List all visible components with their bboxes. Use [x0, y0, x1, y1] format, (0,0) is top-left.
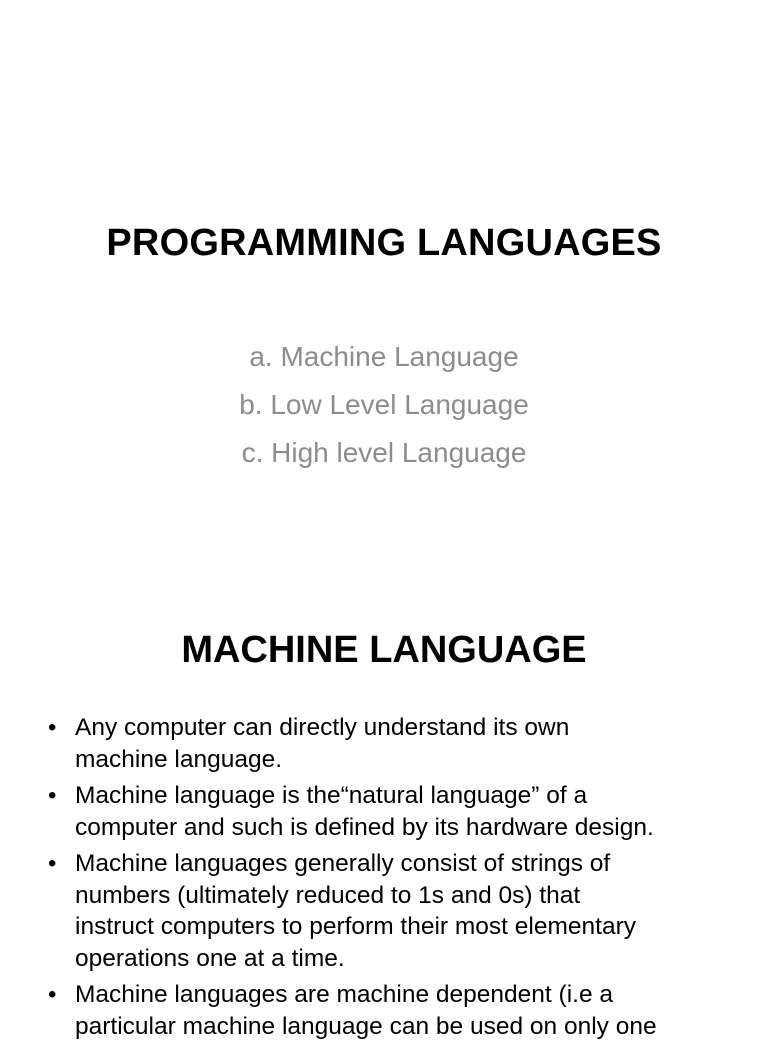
subtitle-item-high-level-language: c. High level Language: [241, 437, 527, 468]
bullet-text-line: particular machine language can be used on only one: [75, 1012, 657, 1040]
bullet-text-line: Any computer can directly understand its own: [75, 714, 570, 741]
bullet-marker: •: [48, 981, 57, 1008]
bullet-marker: •: [48, 782, 57, 809]
slide-title: PROGRAMMING LANGUAGES: [106, 222, 662, 264]
subtitle-item-machine-language: a. Machine Language: [249, 341, 519, 372]
bullet-text-line: numbers (ultimately reduced to 1s and 0s) that: [75, 881, 581, 909]
bullet-text-line: operations one at a time.: [75, 944, 345, 972]
subtitle-list: [0, 333, 768, 477]
bullet-text-line: machine language.: [75, 745, 283, 773]
bullet-text-line: instruct computers to perform their most elementary: [75, 913, 636, 940]
bullet-item: [0, 848, 768, 974]
bullet-marker: •: [48, 714, 57, 741]
bullet-text-line: computer and such is defined by its hardware design.: [75, 813, 654, 841]
bullet-item: [0, 979, 768, 1042]
bullet-item: [0, 712, 768, 775]
bullet-list: [0, 712, 768, 1047]
bullet-text-line: Machine languages are machine dependent (i.e a: [75, 981, 614, 1008]
bullet-text-line: Machine language is the“natural language” of a: [75, 782, 588, 809]
bullet-marker: •: [48, 850, 57, 877]
bullet-text-line: Machine languages generally consist of strings of: [75, 850, 611, 877]
bullet-item: [0, 780, 768, 843]
section-title: MACHINE LANGUAGE: [181, 629, 587, 671]
subtitle-item-low-level-language: b. Low Level Language: [239, 389, 529, 420]
